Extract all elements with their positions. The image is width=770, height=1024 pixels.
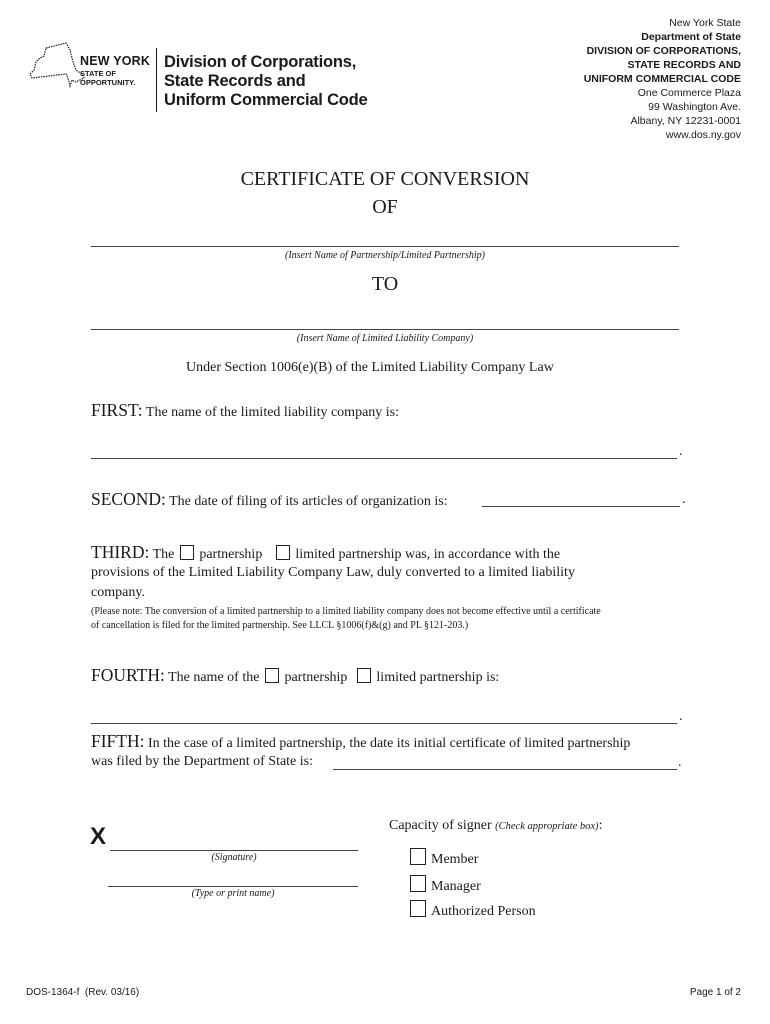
llc-name-hint: (Insert Name of Limited Liability Company) bbox=[296, 333, 474, 344]
new-york-state-map-icon bbox=[26, 40, 86, 92]
first-paragraph bbox=[91, 400, 399, 421]
form-number: DOS-1364-f (Rev. 03/16) bbox=[26, 987, 140, 998]
first-period: . bbox=[679, 444, 683, 459]
capacity-option-authorized-person[interactable] bbox=[404, 900, 536, 920]
first-text: The name of the limited liability company is: bbox=[145, 405, 400, 420]
third-option-partnership: partnership bbox=[199, 547, 263, 562]
second-label: SECOND: bbox=[91, 489, 166, 509]
fifth-label: FIFTH: bbox=[91, 731, 145, 751]
fifth-paragraph bbox=[91, 731, 630, 752]
authorized-person-checkbox[interactable] bbox=[410, 900, 426, 917]
document-title: CERTIFICATE OF CONVERSION bbox=[240, 168, 530, 190]
address-line: STATE RECORDS AND bbox=[627, 59, 741, 71]
address-line: www.dos.ny.gov bbox=[665, 129, 741, 141]
capacity-text: Capacity of signer bbox=[389, 818, 492, 833]
print-name-input-line[interactable] bbox=[108, 886, 358, 887]
partnership-name-input-line[interactable] bbox=[91, 723, 677, 724]
second-period: . bbox=[682, 492, 686, 507]
third-label: THIRD: bbox=[91, 542, 150, 562]
logo-name: NEW YORK bbox=[80, 54, 151, 68]
signature-x-mark: X bbox=[90, 823, 107, 850]
division-title-2: State Records and bbox=[164, 72, 306, 90]
capacity-option-member[interactable] bbox=[404, 848, 478, 868]
capacity-hint: (Check appropriate box) bbox=[495, 821, 599, 832]
llc-name-input-line[interactable] bbox=[91, 458, 677, 459]
address-line: Department of State bbox=[641, 31, 741, 43]
authorized-person-label: Authorized Person bbox=[431, 904, 536, 919]
statute-subtitle: Under Section 1006(e)(B) of the Limited Liability Company Law bbox=[186, 360, 554, 375]
capacity-option-manager[interactable] bbox=[404, 875, 481, 895]
third-line-2: provisions of the Limited Liability Company Law, duly converted to a limited liability bbox=[91, 565, 575, 580]
division-title-1: Division of Corporations, bbox=[164, 53, 357, 71]
filing-date-input-line[interactable] bbox=[482, 506, 680, 507]
document-title-of: OF bbox=[372, 196, 398, 218]
logo-line-1: STATE OF bbox=[80, 69, 116, 78]
member-label: Member bbox=[431, 852, 479, 867]
third-partnership-checkbox[interactable] bbox=[180, 545, 194, 560]
second-paragraph bbox=[91, 489, 448, 510]
address-line: New York State bbox=[669, 17, 741, 29]
third-the: The bbox=[152, 547, 175, 562]
fourth-paragraph bbox=[91, 665, 499, 686]
first-label: FIRST: bbox=[91, 400, 143, 420]
fifth-period: . bbox=[678, 755, 682, 770]
fourth-period: . bbox=[679, 709, 683, 724]
third-line-3: company. bbox=[91, 585, 145, 600]
fifth-text: In the case of a limited partnership, the date its initial certificate of limited partnership bbox=[147, 736, 631, 751]
member-checkbox[interactable] bbox=[410, 848, 426, 865]
page-number: Page 1 of 2 bbox=[689, 987, 741, 998]
manager-checkbox[interactable] bbox=[410, 875, 426, 892]
capacity-label bbox=[389, 818, 602, 834]
third-note-1: (Please note: The conversion of a limited partnership to a limited liability company does not become effective until a certificate bbox=[91, 606, 601, 617]
third-note-2: of cancellation is filed for the limited partnership. See LLCL §1006(f)&(g) and PL §121-203.) bbox=[91, 620, 469, 631]
fifth-line-2: was filed by the Department of State is: bbox=[91, 754, 313, 769]
capacity-colon: : bbox=[598, 818, 603, 833]
certificate-date-input-line[interactable] bbox=[333, 769, 677, 770]
third-limited-partnership-checkbox[interactable] bbox=[276, 545, 290, 560]
fourth-text: The name of the bbox=[168, 670, 260, 685]
fourth-option-limited: limited partnership is: bbox=[376, 670, 500, 685]
logo-divider bbox=[156, 48, 157, 112]
address-line: One Commerce Plaza bbox=[637, 87, 741, 99]
partnership-name-hint: (Insert Name of Partnership/Limited Partnership) bbox=[285, 250, 485, 261]
logo-line-2: OPPORTUNITY. bbox=[80, 78, 136, 87]
address-line: DIVISION OF CORPORATIONS, bbox=[586, 45, 741, 57]
address-line: 99 Washington Ave. bbox=[648, 101, 741, 113]
address-line: Albany, NY 12231-0001 bbox=[630, 115, 741, 127]
third-line-1 bbox=[91, 542, 560, 563]
signature-hint: (Signature) bbox=[211, 852, 257, 863]
fourth-label: FOURTH: bbox=[91, 665, 165, 685]
address-line: UNIFORM COMMERCIAL CODE bbox=[583, 73, 741, 85]
fourth-option-partnership: partnership bbox=[284, 670, 348, 685]
third-option-limited: limited partnership was, in accordance with the bbox=[295, 547, 561, 562]
llc-name-field[interactable] bbox=[91, 329, 679, 330]
fourth-limited-partnership-checkbox[interactable] bbox=[357, 668, 371, 683]
print-name-hint: (Type or print name) bbox=[191, 888, 275, 899]
signature-input-line[interactable] bbox=[110, 850, 358, 851]
document-title-to: TO bbox=[371, 273, 399, 295]
division-title-3: Uniform Commercial Code bbox=[164, 91, 368, 109]
second-text: The date of filing of its articles of organization is: bbox=[169, 494, 448, 509]
manager-label: Manager bbox=[431, 879, 481, 894]
partnership-name-field[interactable] bbox=[91, 246, 679, 247]
fourth-partnership-checkbox[interactable] bbox=[265, 668, 279, 683]
